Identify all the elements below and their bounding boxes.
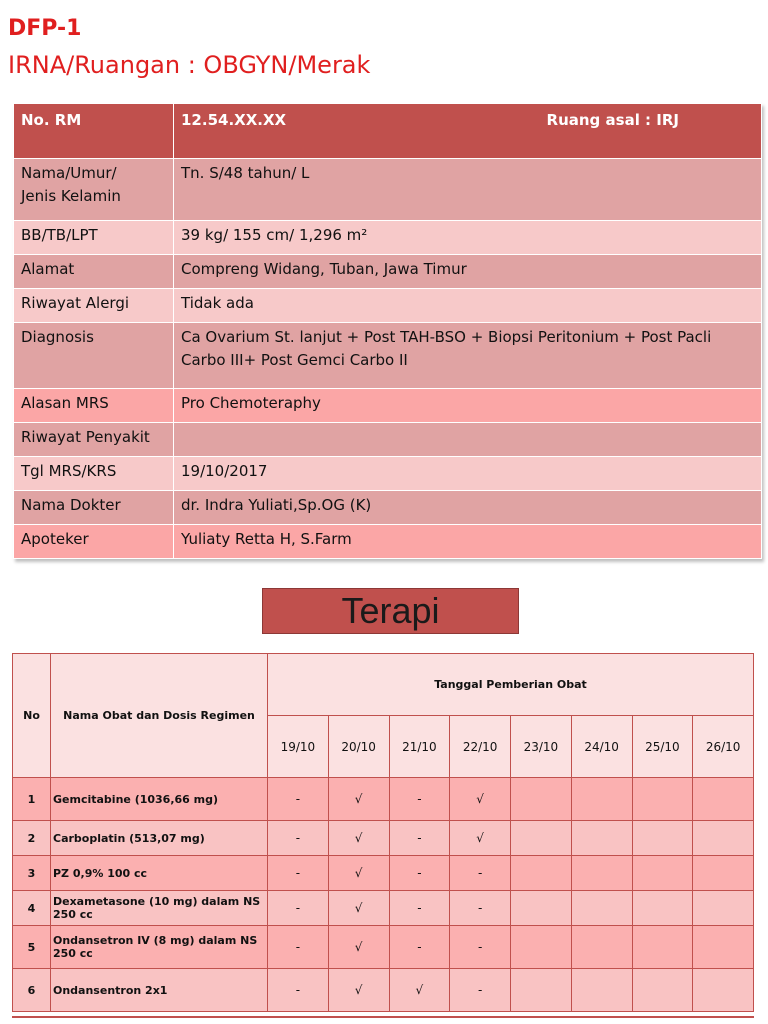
patient-info-rows <box>14 159 762 559</box>
date-header: 24/10 <box>571 716 632 778</box>
therapy-mark: - <box>389 778 450 821</box>
therapy-mark <box>693 969 754 1012</box>
therapy-mark <box>511 821 572 856</box>
therapy-mark: - <box>268 821 329 856</box>
info-row <box>14 491 762 525</box>
info-value <box>174 423 762 457</box>
info-row <box>14 389 762 423</box>
date-header: 20/10 <box>328 716 389 778</box>
therapy-mark: √ <box>450 778 511 821</box>
slide-id: DFP-1 <box>8 16 82 41</box>
date-header: 19/10 <box>268 716 329 778</box>
therapy-mark <box>693 778 754 821</box>
therapy-rows <box>13 778 754 1012</box>
info-label: Riwayat Alergi <box>14 289 174 323</box>
info-value: 19/10/2017 <box>174 457 762 491</box>
info-value: Yuliaty Retta H, S.Farm <box>174 525 762 559</box>
therapy-mark: - <box>268 856 329 891</box>
therapy-mark <box>511 778 572 821</box>
bottom-divider <box>12 1016 754 1018</box>
therapy-mark: √ <box>328 891 389 926</box>
info-value: Compreng Widang, Tuban, Jawa Timur <box>174 255 762 289</box>
therapy-drug: Dexametasone (10 mg) dalam NS 250 cc <box>51 891 268 926</box>
therapy-row-no: 2 <box>13 821 51 856</box>
therapy-mark <box>511 926 572 969</box>
info-label: Riwayat Penyakit <box>14 423 174 457</box>
info-value: Pro Chemoteraphy <box>174 389 762 423</box>
therapy-mark: - <box>389 926 450 969</box>
therapy-table <box>12 653 754 1012</box>
therapy-mark: √ <box>328 969 389 1012</box>
therapy-mark <box>571 778 632 821</box>
info-label: Nama Dokter <box>14 491 174 525</box>
therapy-mark: - <box>450 969 511 1012</box>
therapy-mark <box>571 926 632 969</box>
therapy-drug: Gemcitabine (1036,66 mg) <box>51 778 268 821</box>
date-header: 25/10 <box>632 716 693 778</box>
therapy-mark: √ <box>328 926 389 969</box>
therapy-row-no: 3 <box>13 856 51 891</box>
info-value: 39 kg/ 155 cm/ 1,296 m² <box>174 221 762 255</box>
info-value: dr. Indra Yuliati,Sp.OG (K) <box>174 491 762 525</box>
therapy-mark: - <box>389 891 450 926</box>
therapy-row <box>13 926 754 969</box>
therapy-drug: Ondansetron IV (8 mg) dalam NS 250 cc <box>51 926 268 969</box>
rm-label: No. RM <box>14 104 174 159</box>
therapy-mark <box>693 891 754 926</box>
therapy-mark: - <box>268 778 329 821</box>
therapy-mark <box>632 856 693 891</box>
therapy-mark <box>632 926 693 969</box>
therapy-row <box>13 856 754 891</box>
date-header: 23/10 <box>511 716 572 778</box>
info-row <box>14 323 762 389</box>
info-label: BB/TB/LPT <box>14 221 174 255</box>
info-row <box>14 221 762 255</box>
col-no-header: No <box>13 654 51 778</box>
therapy-mark <box>511 891 572 926</box>
therapy-row <box>13 778 754 821</box>
therapy-mark <box>511 969 572 1012</box>
therapy-mark: - <box>389 821 450 856</box>
therapy-mark: - <box>450 891 511 926</box>
therapy-mark <box>632 821 693 856</box>
therapy-row-no: 6 <box>13 969 51 1012</box>
info-label: Tgl MRS/KRS <box>14 457 174 491</box>
therapy-row <box>13 821 754 856</box>
patient-info-table <box>13 103 762 559</box>
therapy-mark <box>693 821 754 856</box>
therapy-mark <box>632 969 693 1012</box>
therapy-mark: - <box>450 926 511 969</box>
ward-title: IRNA/Ruangan : OBGYN/Merak <box>8 51 371 79</box>
therapy-mark: - <box>268 926 329 969</box>
info-label: Alasan MRS <box>14 389 174 423</box>
therapy-mark: √ <box>328 778 389 821</box>
info-row <box>14 255 762 289</box>
therapy-mark: - <box>389 856 450 891</box>
therapy-drug: Ondansentron 2x1 <box>51 969 268 1012</box>
therapy-mark: √ <box>450 821 511 856</box>
info-row <box>14 159 762 221</box>
therapy-title: Terapi <box>262 588 519 634</box>
therapy-mark <box>571 856 632 891</box>
therapy-mark <box>632 891 693 926</box>
therapy-mark: √ <box>328 821 389 856</box>
therapy-mark: - <box>450 856 511 891</box>
info-row <box>14 525 762 559</box>
therapy-mark: - <box>268 891 329 926</box>
info-label: Nama/Umur/ Jenis Kelamin <box>14 159 174 221</box>
therapy-mark <box>571 969 632 1012</box>
therapy-mark: - <box>268 969 329 1012</box>
therapy-mark: √ <box>328 856 389 891</box>
info-value: Tidak ada <box>174 289 762 323</box>
rm-row <box>14 104 762 159</box>
therapy-row <box>13 969 754 1012</box>
therapy-mark <box>693 926 754 969</box>
ruang-asal: Ruang asal : IRJ <box>546 111 679 129</box>
therapy-mark <box>693 856 754 891</box>
info-row <box>14 289 762 323</box>
info-value: Ca Ovarium St. lanjut + Post TAH-BSO + Biopsi Peritonium + Post Pacli Carbo III+ Post Gemci Carbo II <box>174 323 762 389</box>
therapy-mark <box>571 891 632 926</box>
info-label: Alamat <box>14 255 174 289</box>
info-row <box>14 457 762 491</box>
date-header: 26/10 <box>693 716 754 778</box>
therapy-mark <box>632 778 693 821</box>
therapy-drug: PZ 0,9% 100 cc <box>51 856 268 891</box>
info-label: Apoteker <box>14 525 174 559</box>
info-row <box>14 423 762 457</box>
therapy-mark <box>511 856 572 891</box>
therapy-mark: √ <box>389 969 450 1012</box>
therapy-row-no: 5 <box>13 926 51 969</box>
col-dates-group-header: Tanggal Pemberian Obat <box>268 654 754 716</box>
therapy-row <box>13 891 754 926</box>
info-label: Diagnosis <box>14 323 174 389</box>
therapy-row-no: 4 <box>13 891 51 926</box>
therapy-drug: Carboplatin (513,07 mg) <box>51 821 268 856</box>
therapy-row-no: 1 <box>13 778 51 821</box>
therapy-mark <box>571 821 632 856</box>
rm-value: 12.54.XX.XX <box>181 111 287 129</box>
col-drug-header: Nama Obat dan Dosis Regimen <box>51 654 268 778</box>
date-header: 21/10 <box>389 716 450 778</box>
info-value: Tn. S/48 tahun/ L <box>174 159 762 221</box>
date-header: 22/10 <box>450 716 511 778</box>
